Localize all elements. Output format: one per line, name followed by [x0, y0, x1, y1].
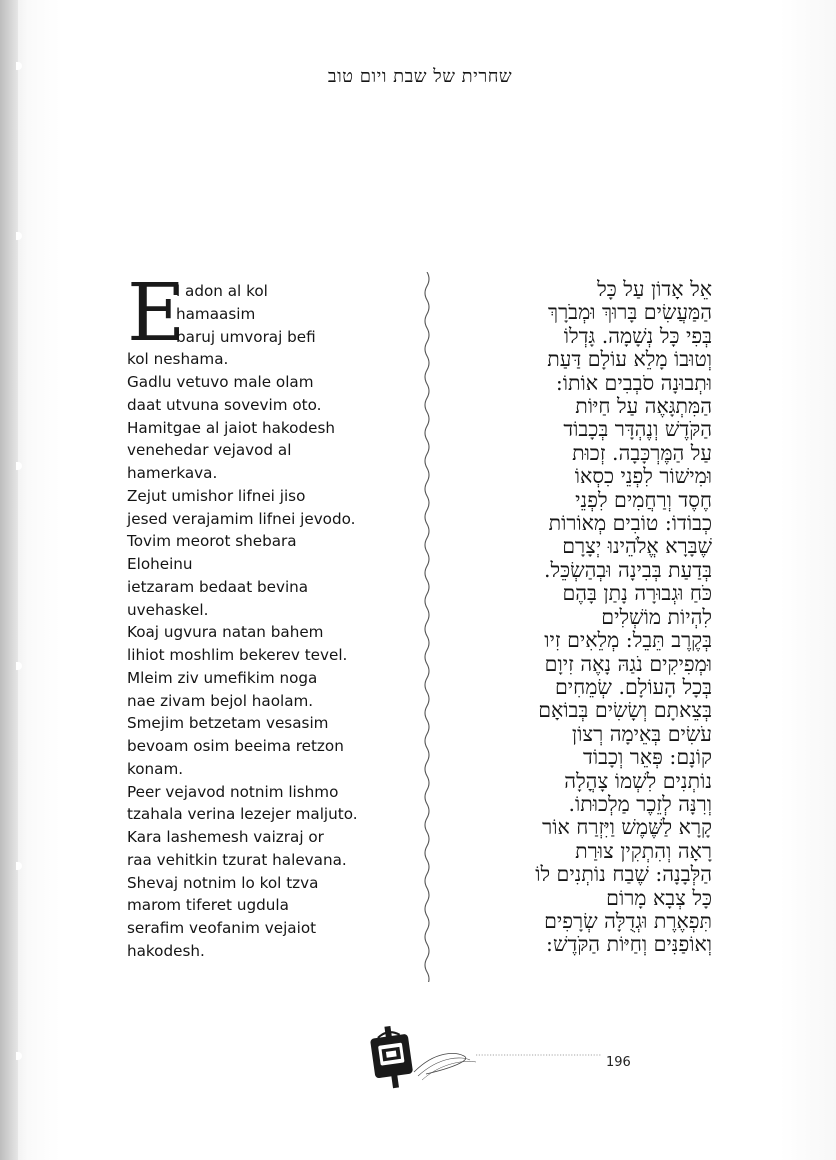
- transliteration-line: hakodesh.: [127, 941, 205, 960]
- transliteration-line: Kara lashemesh vaizraj or: [127, 828, 324, 846]
- transliteration-line: tzahala verina lezejer maljuto.: [127, 805, 358, 824]
- hebrew-line: וּתְבוּנָה סֹבְבִים אוֹתוֹ:: [555, 370, 712, 395]
- transliteration-line: Shevaj notnim lo kol tzva: [127, 873, 319, 892]
- binding-hole: [16, 1052, 22, 1060]
- transliteration-line: Tovim meorot shebara: [127, 532, 297, 551]
- hebrew-line: וּמִישׁוֹר לִפְנֵי כִסְאוֹ: [574, 464, 712, 489]
- transliteration-line: lihiot moshlim bekerev tevel.: [127, 646, 348, 664]
- binding-hole: [16, 662, 22, 670]
- transliteration-column: [127, 266, 417, 963]
- binding-hole: [16, 62, 22, 70]
- transliteration-line: Mleim ziv umefikim noga: [127, 668, 318, 687]
- binding-hole: [16, 462, 22, 470]
- torah-scroll-icon: [366, 1022, 626, 1092]
- hebrew-line: תִּפְאֶרֶת וּגְדֻלָּה שְׂרָפִים: [544, 908, 712, 933]
- hebrew-line: בְּקֶרֶב תֵּבֵל: מְלֵאִים זִיו: [544, 628, 712, 653]
- hebrew-line: שֶׁבָּרָא אֱלֹהֵינוּ יְצָרָם: [562, 534, 712, 559]
- transliteration-line: Peer vejavod notnim lishmo: [127, 782, 339, 801]
- binding-hole: [16, 232, 22, 240]
- hebrew-line: וְאוֹפַנִּים וְחַיּוֹת הַקֹּדֶשׁ:: [546, 932, 712, 957]
- transliteration-line: hamerkava.: [127, 464, 218, 482]
- column-divider: [420, 272, 434, 982]
- hebrew-line: הַלְּבָנָה: שֶׁבַח נוֹתְנִים לוֹ: [535, 862, 712, 887]
- hebrew-line: לִהְיוֹת מוֹשְׁלִים: [601, 604, 712, 629]
- transliteration-line: jesed verajamim lifnei jevodo.: [127, 509, 356, 528]
- transliteration-line: raa vehitkin tzurat halevana.: [127, 850, 347, 869]
- transliteration-line: Koaj ugvura natan bahem: [127, 623, 324, 642]
- transliteration-line: hamaasim: [176, 304, 256, 323]
- transliteration-line: serafim veofanim vejaiot: [127, 919, 317, 937]
- hebrew-line: עֹשִׂים בְּאֵימָה רְצוֹן: [571, 721, 712, 746]
- transliteration-line: Smejim betzetam vesasim: [127, 714, 329, 733]
- hebrew-column: [450, 278, 712, 957]
- hebrew-line: נוֹתְנִים לִשְׁמוֹ צָהֳלָה: [564, 768, 712, 793]
- transliteration-line: Zejut umishor lifnei jiso: [127, 486, 306, 505]
- hebrew-line: בְּדַעַת בְּבִינָה וּבְהַשְׂכֵּל.: [543, 557, 712, 582]
- transliteration-line: ietzaram bedaat bevina: [127, 577, 309, 596]
- hebrew-line: הַקֹּדֶשׁ וְנֶהְדָּר בְּכָבוֹד: [563, 417, 712, 442]
- hebrew-line: רָאָה וְהִתְקִין צוּרַת: [575, 838, 712, 863]
- page-number: 196: [606, 1055, 631, 1070]
- transliteration-line: venehedar vejavod al: [127, 441, 292, 460]
- hebrew-line: חֶסֶד וְרַחֲמִים לִפְנֵי: [575, 487, 712, 512]
- transliteration-line: konam.: [127, 759, 184, 778]
- drop-cap: E: [127, 266, 184, 359]
- hebrew-line: בְּפִי כָּל נְשָׁמָה. גָּדְלוֹ: [563, 323, 712, 348]
- hebrew-line: קָרָא לַשֶּׁמֶשׁ וַיִּזְרַח אוֹר: [542, 815, 712, 840]
- transliteration-line: Eloheinu: [127, 555, 193, 573]
- transliteration-line: Hamitgae al jaiot hakodesh: [127, 418, 335, 437]
- hebrew-line: עַל הַמֶּרְכָּבָה. זְכוּת: [572, 440, 712, 465]
- hebrew-line: כְבוֹדוֹ: טוֹבִים מְאוֹרוֹת: [548, 511, 712, 536]
- transliteration-line: nae zivam bejol haolam.: [127, 691, 314, 710]
- transliteration-line: marom tiferet ugdula: [127, 896, 289, 915]
- running-head: שחרית של שבת ויום טוב: [327, 66, 513, 87]
- transliteration-line: baruj umvoraj befi: [176, 327, 316, 346]
- transliteration-line: kol neshama.: [127, 350, 229, 369]
- binding-hole: [16, 862, 22, 870]
- transliteration-line: uvehaskel.: [127, 600, 209, 619]
- hebrew-line: וּמְפִיקִים נֹגַהּ נָאֶה זִיוָם: [544, 651, 712, 676]
- transliteration-line: Gadlu vetuvo male olam: [127, 373, 314, 391]
- hebrew-line: כֹּחַ וּגְבוּרָה נָתַן בָּהֶם: [562, 581, 712, 606]
- transliteration-line: l adon al kol: [176, 282, 268, 300]
- hebrew-line: קוֹנָם: פְּאֵר וְכָבוֹד: [583, 745, 712, 770]
- hebrew-line: אֵל אָדוֹן עַל כָּל: [597, 277, 712, 301]
- transliteration-line: bevoam osim beeima retzon: [127, 737, 344, 755]
- hebrew-line: כָּל צְבָא מָרוֹם: [606, 885, 712, 910]
- hebrew-line: בְּכָל הָעוֹלָם. שְׂמֵחִים: [554, 674, 712, 699]
- page-binding: [0, 0, 18, 1160]
- hebrew-line: וְרִנָּה לְזֵכֶר מַלְכוּתוֹ.: [568, 791, 712, 816]
- hebrew-line: הַמִּתְגָּאֶה עַל חַיּוֹת: [575, 394, 712, 419]
- transliteration-line: daat utvuna sovevim oto.: [127, 395, 322, 414]
- hebrew-line: הַמַּעֲשִׂים בָּרוּךְ וּמְבֹרָךְ: [548, 300, 712, 325]
- hebrew-line: בְּצֵאתָם וְשָׂשִׂים בְּבוֹאָם: [538, 698, 712, 723]
- hebrew-line: וְטוּבוֹ מָלֵא עוֹלָם דַּעַת: [547, 347, 712, 372]
